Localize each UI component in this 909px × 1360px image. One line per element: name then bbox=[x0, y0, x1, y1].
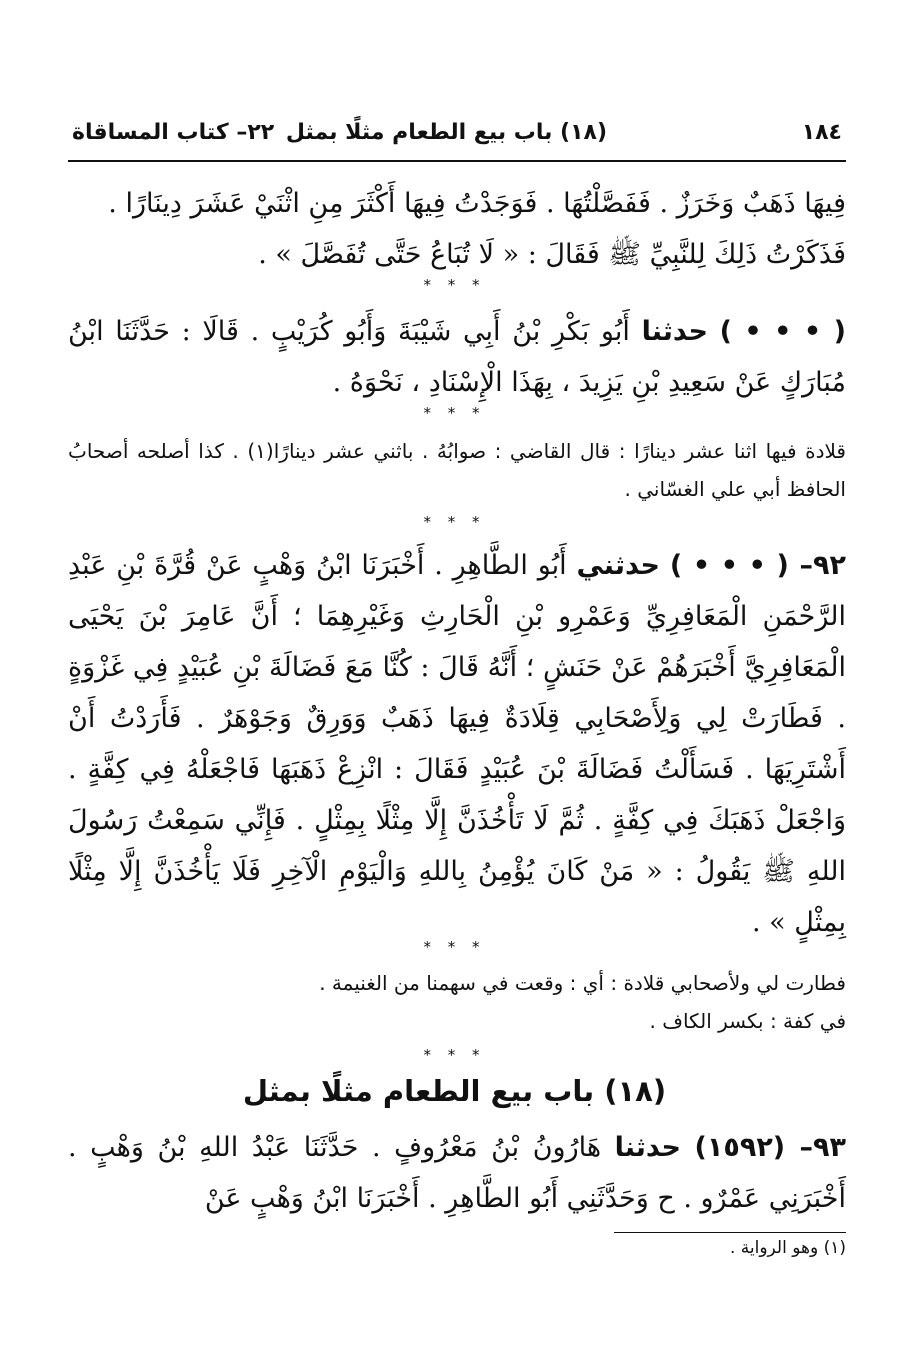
header-rule bbox=[68, 160, 846, 162]
hadith-text: هَارُونُ بْنُ مَعْرُوفٍ . حَدَّثَنَا عَبْدُ اللهِ بْنُ وَهْبٍ . أَخْبَرَنِي عَمْرٌو . ح وَحَدَّثَنِي أَبُو الطَّاهِرِ . أَخْبَرَنَا ابْنُ وَهْبٍ عَنْ bbox=[68, 1132, 846, 1214]
hadith-text: أَبُو بَكْرِ بْنُ أَبِي شَيْبَةَ وَأَبُو كُرَيْبٍ . قَالَا : حَدَّثَنَا ابْنُ مُبَارَكٍ عَنْ سَعِيدِ بْنِ يَزِيدَ ، بِهَذَا الْإِسْنَادِ ، نَحْوَهُ . bbox=[68, 316, 846, 398]
paragraph-continuation bbox=[68, 178, 846, 282]
text-line: فَذَكَرْتُ ذَلِكَ لِلنَّبِيِّ ﷺ فَقَالَ : « لَا تُبَاعُ حَتَّى تُفَصَّلَ » . bbox=[258, 239, 846, 270]
hadith-paragraph bbox=[68, 1122, 846, 1226]
separator-stars: * * * bbox=[423, 513, 486, 531]
hadith-number: ٩٢– ( • • • ) bbox=[669, 550, 846, 581]
footnote: (١) وهو الرواية . bbox=[729, 1238, 846, 1258]
running-header bbox=[72, 112, 842, 156]
hadith-paragraph bbox=[68, 540, 846, 950]
hadith-number: ٩٣– (١٥٩٢) bbox=[694, 1132, 846, 1163]
separator-stars: * * * bbox=[423, 1046, 486, 1064]
footnote-rule bbox=[614, 1232, 846, 1233]
hadith-paragraph bbox=[68, 306, 846, 410]
hadith-lead-word: حدثنا bbox=[614, 1132, 681, 1163]
hadith-lead-word: حدثني bbox=[576, 550, 661, 581]
header-chapter-title: (١٨) باب بيع الطعام مثلًا بمثل bbox=[285, 120, 607, 145]
hadith-lead-word: حدثنا bbox=[641, 316, 708, 347]
commentary-note: قلادة فيها اثنا عشر دينارًا : قال القاضي : صوابُهُ . باثني عشر دينارًا(١) . كذا أصلحه أصحابُ الحافظ أبي علي الغسّاني . bbox=[68, 439, 846, 501]
hadith-number: ( • • • ) bbox=[719, 316, 846, 347]
separator-stars: * * * bbox=[423, 276, 486, 294]
note-line: في كفة : بكسر الكاف . bbox=[649, 1009, 846, 1033]
section-title: (١٨) باب بيع الطعام مثلًا بمثل bbox=[242, 1074, 667, 1108]
separator-stars: * * * bbox=[423, 938, 486, 956]
page-number: ١٨٤ bbox=[801, 120, 842, 145]
note-line: فطارت لي ولأصحابي قلادة : أي : وقعت في سهمنا من الغنيمة . bbox=[319, 971, 846, 995]
hadith-text: أَبُو الطَّاهِرِ . أَخْبَرَنَا ابْنُ وَهْبٍ عَنْ قُرَّةَ بْنِ عَبْدِ الرَّحْمَنِ الْمَعَافِرِيِّ وَعَمْرِو بْنِ الْحَارِثِ وَغَيْرِهِمَا ؛ أَنَّ عَامِرَ بْنَ يَحْيَى الْمَعَافِرِيَّ أَخْبَرَهُمْ عَنْ حَنَشٍ ؛ أَنَّهُ قَالَ : كُنَّا مَعَ فَضَالَةَ بْنِ عُبَيْدٍ فِي غَزْوَةٍ . فَطَارَتْ لِي وَلِأَصْحَابِي قِلَادَةٌ فِيهَا ذَهَبٌ وَوَرِقٌ وَجَوْهَرٌ . فَأَرَدْتُ أَنْ أَشْتَرِيَهَا . فَسَأَلْتُ فَضَالَةَ بْنَ عُبَيْدٍ فَقَالَ : انْزِعْ ذَهَبَهَا فَاجْعَلْهُ فِي كِفَّةٍ . وَاجْعَلْ ذَهَبَكَ فِي كِفَّةٍ . ثُمَّ لَا تَأْخُذَنَّ إِلَّا مِثْلًا بِمِثْلٍ . فَإِنِّي سَمِعْتُ رَسُولَ اللهِ ﷺ يَقُولُ : « مَنْ كَانَ يُؤْمِنُ بِاللهِ وَالْيَوْمِ الْآخِرِ فَلَا يَأْخُذَنَّ إِلَّا مِثْلًا بِمِثْلٍ » . bbox=[68, 550, 846, 938]
header-book-title: ٢٢– كتاب المساقاة bbox=[72, 120, 275, 145]
separator-stars: * * * bbox=[423, 404, 486, 422]
text-line: فِيهَا ذَهَبٌ وَخَرَزٌ . فَفَصَّلْتُهَا . فَوَجَدْتُ فِيهَا أَكْثَرَ مِنِ اثْنَيْ عَشَرَ دِينَارًا . bbox=[108, 188, 846, 219]
commentary-note bbox=[68, 964, 846, 1040]
